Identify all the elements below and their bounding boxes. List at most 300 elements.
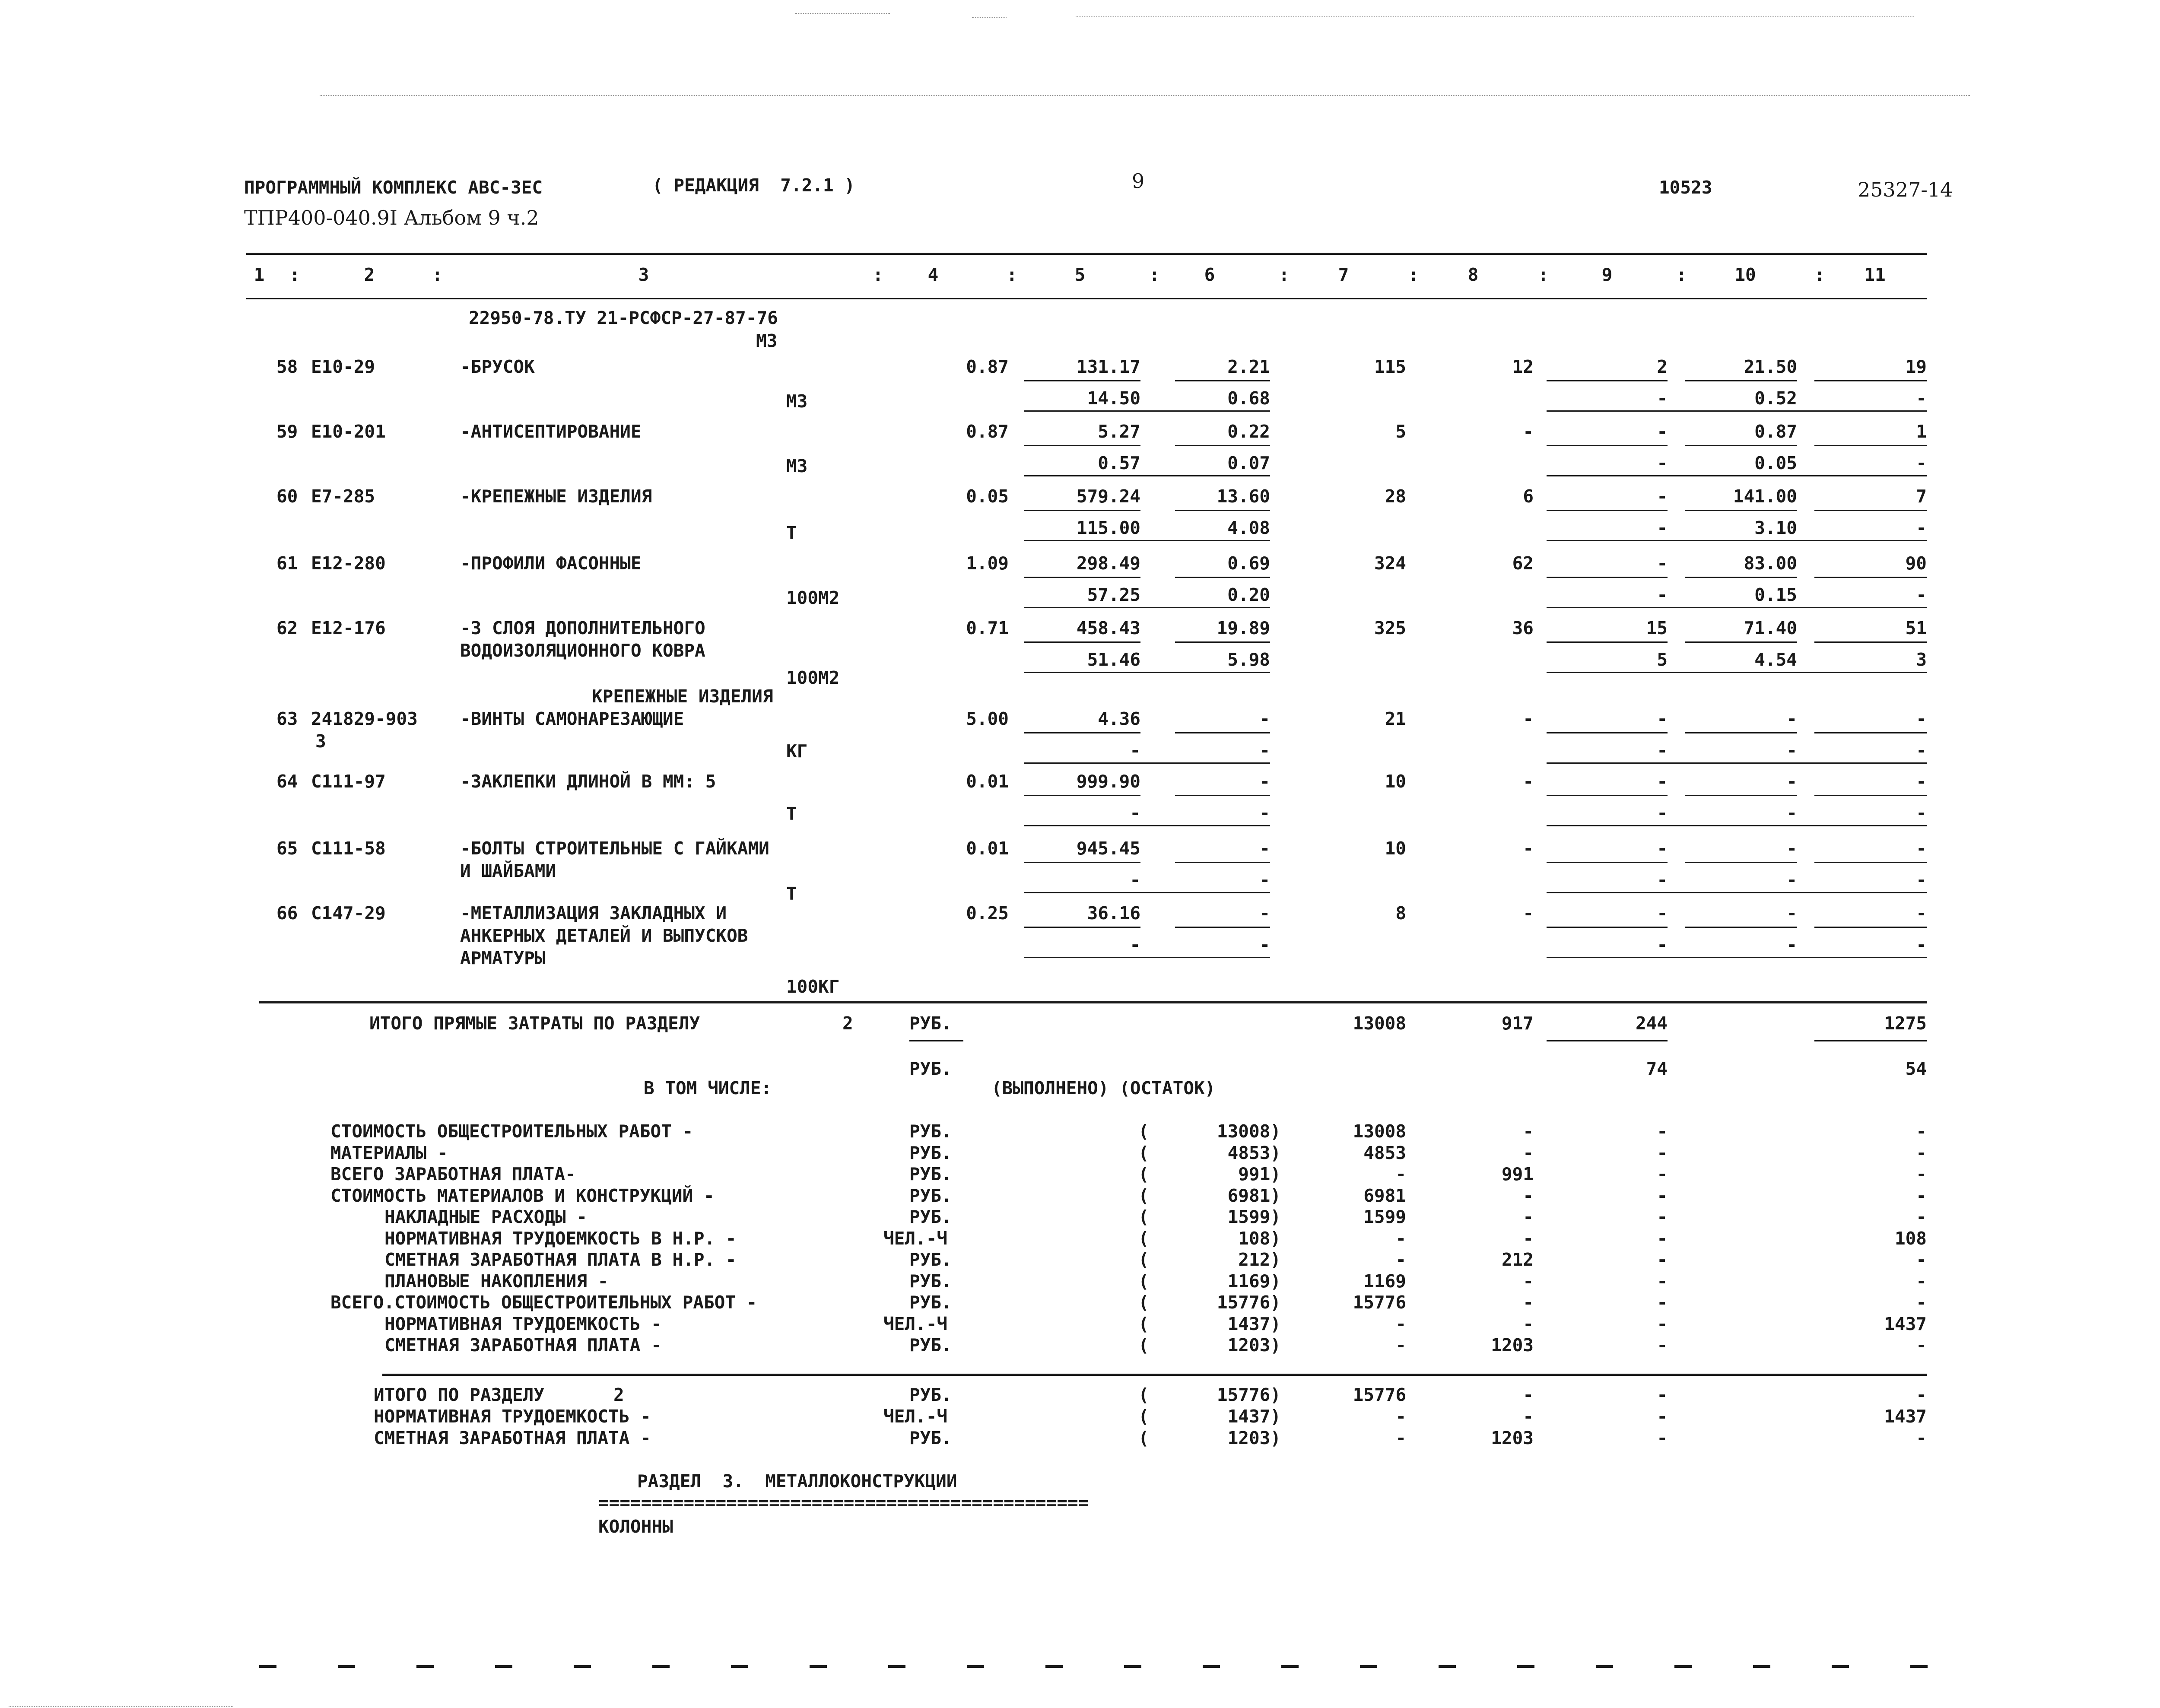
- value-col-9: -: [1657, 708, 1668, 729]
- breakdown-col-11: -: [1916, 1335, 1927, 1356]
- total-col-8: 917: [1501, 1013, 1534, 1034]
- subvalue-col-6: -: [1259, 740, 1270, 761]
- breakdown-label: СМЕТНАЯ ЗАРАБОТНАЯ ПЛАТА В Н.Р. -: [384, 1249, 737, 1270]
- subvalue-col-6: 0.20: [1227, 584, 1270, 605]
- cell-separator: [1685, 445, 1797, 446]
- spec-reference: 22950-78.ТУ 21-РСФСР-27-87-76: [469, 308, 778, 328]
- quantity: 0.25: [966, 903, 1009, 924]
- table-top-rule: [246, 253, 1927, 255]
- breakdown-col-7: -: [1395, 1249, 1406, 1270]
- column-header-7: 7: [1338, 264, 1349, 285]
- cell-separator: [1814, 927, 1927, 928]
- breakdown-col-9: -: [1657, 1164, 1668, 1184]
- breakdown-col-7: -: [1395, 1164, 1406, 1184]
- breakdown-col-8: -: [1523, 1206, 1534, 1227]
- rate-code: С147-29: [311, 903, 386, 924]
- quantity: 0.01: [966, 838, 1009, 859]
- subvalue-col-5: 57.25: [1087, 584, 1140, 605]
- item-name: -МЕТАЛЛИЗАЦИЯ ЗАКЛАДНЫХ И: [460, 903, 727, 924]
- breakdown-col-11: -: [1916, 1206, 1927, 1227]
- cell-separator: [1685, 380, 1797, 381]
- perforation-dash: [259, 1665, 276, 1668]
- subvalue-col-6: -: [1259, 803, 1270, 823]
- rate-code: Е7-285: [311, 486, 375, 507]
- subvalue-col-5: -: [1130, 934, 1140, 955]
- value-col-9: -: [1657, 553, 1668, 574]
- perforation-dash: [810, 1665, 827, 1668]
- subvalue-col-9: 5: [1657, 649, 1668, 670]
- subvalue-col-6: 0.68: [1227, 388, 1270, 409]
- breakdown-done-value: 15776): [1217, 1292, 1281, 1313]
- cell-separator: [1547, 927, 1668, 928]
- cell-separator: [1547, 577, 1668, 578]
- column-separator: :: [432, 264, 443, 285]
- cell-separator: [1814, 380, 1927, 381]
- perforation-dash: [1124, 1665, 1141, 1668]
- paren-open: (: [1138, 1406, 1149, 1427]
- breakdown-col-8: -: [1523, 1270, 1534, 1292]
- row-number: 59: [276, 421, 298, 442]
- value-col-6: 2.21: [1227, 356, 1270, 377]
- column-separator: :: [1676, 264, 1687, 285]
- unit-of-measure: Т: [786, 523, 797, 543]
- value-col-5: 458.43: [1076, 618, 1140, 638]
- column-separator: :: [1007, 264, 1017, 285]
- breakdown-done-value: 1203): [1227, 1335, 1281, 1356]
- item-name: И ШАЙБАМИ: [460, 860, 556, 881]
- value-col-9: 2: [1657, 356, 1668, 377]
- subvalue-col-11: -: [1916, 870, 1927, 890]
- cell-separator: [1547, 641, 1668, 643]
- program-title: ПРОГРАММНЫЙ КОМПЛЕКС АВС-ЗЕС: [244, 177, 543, 198]
- rate-code: Е12-280: [311, 553, 386, 574]
- section-total-col-7: -: [1395, 1406, 1406, 1427]
- column-header-9: 9: [1601, 264, 1613, 285]
- paren-open: (: [1138, 1270, 1149, 1292]
- quantity: 0.71: [966, 618, 1009, 638]
- subvalue-col-9: -: [1657, 803, 1668, 823]
- next-section-title: РАЗДЕЛ 3. МЕТАЛЛОКОНСТРУКЦИИ: [637, 1471, 957, 1492]
- value-col-7: 10: [1385, 771, 1406, 792]
- section-total-unit: РУБ.: [909, 1384, 952, 1405]
- subvalue-col-11: -: [1916, 453, 1927, 473]
- value-col-6: -: [1259, 771, 1270, 792]
- currency-unit: РУБ.: [909, 1013, 952, 1034]
- subvalue-col-9: -: [1657, 517, 1668, 538]
- section-rule: [259, 1001, 1927, 1003]
- perforation-dash: [1517, 1665, 1534, 1668]
- breakdown-label: НОРМАТИВНАЯ ТРУДОЕМКОСТЬ В Н.Р. -: [384, 1228, 737, 1249]
- value-col-10: 0.87: [1754, 421, 1797, 442]
- cell-separator: [1685, 510, 1797, 511]
- breakdown-label: МАТЕРИАЛЫ -: [330, 1142, 448, 1163]
- subvalue-col-10: -: [1786, 740, 1797, 761]
- column-separator: :: [1149, 264, 1160, 285]
- value-col-6: 13.60: [1217, 486, 1270, 507]
- section-number: 2: [842, 1013, 853, 1034]
- paren-open: (: [1138, 1185, 1149, 1206]
- breakdown-done-value: 13008): [1217, 1121, 1281, 1142]
- value-col-7: 5: [1395, 421, 1406, 442]
- value-col-11: 7: [1916, 486, 1927, 507]
- cell-separator: [1685, 795, 1797, 796]
- cell-separator: [1024, 825, 1270, 826]
- value-col-8: 6: [1523, 486, 1534, 507]
- cell-separator: [1024, 410, 1270, 412]
- perforation-dash: [652, 1665, 670, 1668]
- breakdown-unit: РУБ.: [909, 1185, 952, 1206]
- subvalue-col-11: -: [1916, 517, 1927, 538]
- breakdown-col-11: -: [1916, 1121, 1927, 1142]
- paren-open: (: [1138, 1384, 1149, 1405]
- cell-separator: [1547, 445, 1668, 446]
- breakdown-col-9: -: [1657, 1249, 1668, 1270]
- cell-separator: [1685, 641, 1797, 643]
- breakdown-label: СТОИМОСТЬ МАТЕРИАЛОВ И КОНСТРУКЦИЙ -: [330, 1185, 715, 1206]
- value-col-8: 12: [1512, 356, 1534, 377]
- subvalue-col-10: -: [1786, 803, 1797, 823]
- value-col-5: 4.36: [1098, 708, 1140, 729]
- column-separator: :: [873, 264, 883, 285]
- column-header-4: 4: [928, 264, 939, 285]
- doc-number: 25327-14: [1858, 178, 1953, 201]
- perforation-dash: [731, 1665, 748, 1668]
- value-col-10: 83.00: [1744, 553, 1797, 574]
- total-col-11: 1275: [1884, 1013, 1927, 1034]
- cell-separator: [1685, 862, 1797, 863]
- breakdown-col-8: -: [1523, 1185, 1534, 1206]
- next-section-subtitle: КОЛОННЫ: [598, 1516, 673, 1537]
- cell-separator: [1814, 1040, 1927, 1041]
- including-label: В ТОМ ЧИСЛЕ:: [644, 1078, 772, 1098]
- subvalue-col-11: -: [1916, 584, 1927, 605]
- value-col-11: -: [1916, 708, 1927, 729]
- cell-separator: [1024, 641, 1140, 643]
- value-col-9: -: [1657, 771, 1668, 792]
- perforation-dash: [338, 1665, 355, 1668]
- breakdown-col-8: 991: [1501, 1164, 1534, 1184]
- column-header-3: 3: [638, 264, 649, 285]
- breakdown-done-value: 108): [1238, 1228, 1281, 1249]
- cell-separator: [1024, 927, 1140, 928]
- paren-open: (: [1138, 1428, 1149, 1448]
- cell-separator: [1814, 577, 1927, 578]
- cell-separator: [1814, 795, 1927, 796]
- total-col-7: 13008: [1353, 1013, 1406, 1034]
- cell-separator: [1547, 892, 1927, 893]
- column-header-10: 10: [1734, 264, 1756, 285]
- unit-of-measure: 100М2: [786, 587, 840, 608]
- unit-of-measure: 100М2: [786, 667, 840, 688]
- cell-separator: [1024, 957, 1270, 958]
- total-direct-label: ИТОГО ПРЯМЫЕ ЗАТРАТЫ ПО РАЗДЕЛУ: [369, 1013, 700, 1034]
- column-header-5: 5: [1074, 264, 1086, 285]
- item-name: -ЗАКЛЕПКИ ДЛИНОЙ В ММ: 5: [460, 771, 716, 792]
- value-col-10: -: [1786, 838, 1797, 859]
- row-number: 58: [276, 356, 298, 377]
- section-total-done: 15776): [1217, 1384, 1281, 1405]
- subvalue-col-10: -: [1786, 934, 1797, 955]
- value-col-11: -: [1916, 903, 1927, 924]
- value-col-10: -: [1786, 771, 1797, 792]
- item-name: АНКЕРНЫХ ДЕТАЛЕЙ И ВЫПУСКОВ: [460, 925, 748, 946]
- value-col-7: 21: [1385, 708, 1406, 729]
- value-col-6: 19.89: [1217, 618, 1270, 638]
- cell-separator: [1024, 732, 1140, 733]
- unit-of-measure: М3: [786, 456, 808, 476]
- unit-label: М3: [756, 330, 778, 351]
- breakdown-col-7: 1599: [1363, 1206, 1406, 1227]
- breakdown-col-7: -: [1395, 1313, 1406, 1334]
- subvalue-col-9: -: [1657, 870, 1668, 890]
- totals-rule: [382, 1374, 1927, 1376]
- section-total-done: 1203): [1227, 1428, 1281, 1448]
- value-col-9: -: [1657, 421, 1668, 442]
- subvalue-col-10: 4.54: [1754, 649, 1797, 670]
- cell-separator: [1175, 732, 1270, 733]
- breakdown-col-9: -: [1657, 1121, 1668, 1142]
- unit-of-measure: КГ: [786, 741, 808, 762]
- value-col-5: 945.45: [1076, 838, 1140, 859]
- value-col-9: -: [1657, 486, 1668, 507]
- cell-separator: [1814, 862, 1927, 863]
- breakdown-label: СМЕТНАЯ ЗАРАБОТНАЯ ПЛАТА -: [384, 1335, 662, 1356]
- breakdown-unit: РУБ.: [909, 1164, 952, 1184]
- value-col-9: -: [1657, 903, 1668, 924]
- breakdown-unit: РУБ.: [909, 1142, 952, 1163]
- subvalue-col-11: -: [1916, 740, 1927, 761]
- breakdown-col-11: -: [1916, 1142, 1927, 1163]
- subvalue-col-5: 0.57: [1098, 453, 1140, 473]
- value-col-8: -: [1523, 421, 1534, 442]
- row-number: 61: [276, 553, 298, 574]
- cell-separator: [1685, 577, 1797, 578]
- cell-separator: [1024, 577, 1140, 578]
- breakdown-label: НОРМАТИВНАЯ ТРУДОЕМКОСТЬ -: [384, 1313, 662, 1334]
- subvalue-col-9: -: [1657, 388, 1668, 409]
- subvalue-col-6: -: [1259, 870, 1270, 890]
- breakdown-label: СТОИМОСТЬ ОБЩЕСТРОИТЕЛЬНЫХ РАБОТ -: [330, 1121, 693, 1142]
- breakdown-done-value: 991): [1238, 1164, 1281, 1184]
- breakdown-col-7: 15776: [1353, 1292, 1406, 1313]
- breakdown-done-value: 1437): [1227, 1313, 1281, 1334]
- value-col-6: 0.22: [1227, 421, 1270, 442]
- value-col-10: 71.40: [1744, 618, 1797, 638]
- item-name: -3 СЛОЯ ДОПОЛНИТЕЛЬНОГО: [460, 618, 705, 638]
- section-total-col-8: -: [1523, 1406, 1534, 1427]
- perforation-dash: [1596, 1665, 1613, 1668]
- item-name: -ПРОФИЛИ ФАСОННЫЕ: [460, 553, 642, 574]
- cell-separator: [1024, 380, 1140, 381]
- rate-code-suffix: 3: [315, 731, 326, 752]
- breakdown-done-value: 1599): [1227, 1206, 1281, 1227]
- edition-label: ( РЕДАКЦИЯ 7.2.1 ): [652, 175, 855, 196]
- section-total-label: НОРМАТИВНАЯ ТРУДОЕМКОСТЬ -: [374, 1406, 651, 1427]
- cell-separator: [1685, 927, 1797, 928]
- breakdown-label: ВСЕГО ЗАРАБОТНАЯ ПЛАТА-: [330, 1164, 576, 1184]
- breakdown-unit: РУБ.: [909, 1121, 952, 1142]
- cell-separator: [1175, 510, 1270, 511]
- perforation-dash: [1203, 1665, 1220, 1668]
- row-number: 64: [276, 771, 298, 792]
- value-col-6: -: [1259, 838, 1270, 859]
- section-total-unit: РУБ.: [909, 1428, 952, 1448]
- column-header-1: 1: [254, 264, 265, 285]
- column-separator: :: [1538, 264, 1549, 285]
- perforation-dash: [1753, 1665, 1770, 1668]
- value-col-8: 62: [1512, 553, 1534, 574]
- quantity: 0.01: [966, 771, 1009, 792]
- breakdown-unit: РУБ.: [909, 1335, 952, 1356]
- breakdown-col-7: 6981: [1363, 1185, 1406, 1206]
- rate-code: С111-58: [311, 838, 386, 859]
- cell-separator: [1175, 927, 1270, 928]
- breakdown-col-9: -: [1657, 1228, 1668, 1249]
- subvalue-col-11: -: [1916, 803, 1927, 823]
- cell-separator: [1547, 410, 1927, 412]
- perforation-dash: [1360, 1665, 1377, 1668]
- value-col-5: 298.49: [1076, 553, 1140, 574]
- row-number: 65: [276, 838, 298, 859]
- breakdown-col-9: -: [1657, 1270, 1668, 1292]
- value-col-11: 1: [1916, 421, 1927, 442]
- row-number: 60: [276, 486, 298, 507]
- breakdown-label: ПЛАНОВЫЕ НАКОПЛЕНИЯ -: [384, 1270, 609, 1292]
- breakdown-done-value: 212): [1238, 1249, 1281, 1270]
- breakdown-label: ВСЕГО.СТОИМОСТЬ ОБЩЕСТРОИТЕЛЬНЫХ РАБОТ -: [330, 1292, 757, 1313]
- subvalue-col-9: -: [1657, 453, 1668, 473]
- value-col-10: -: [1786, 903, 1797, 924]
- section-total-col-11: -: [1916, 1428, 1927, 1448]
- paren-open: (: [1138, 1142, 1149, 1163]
- unit-of-measure: М3: [786, 391, 808, 412]
- value-col-5: 5.27: [1098, 421, 1140, 442]
- paren-open: (: [1138, 1121, 1149, 1142]
- section-total-col-11: -: [1916, 1384, 1927, 1405]
- cell-separator: [1547, 1040, 1668, 1041]
- column-separator: :: [1279, 264, 1290, 285]
- album-title: ТПР400-040.9I Альбом 9 ч.2: [244, 206, 539, 229]
- cell-separator: [1024, 540, 1270, 541]
- cell-separator: [1175, 641, 1270, 643]
- breakdown-col-11: -: [1916, 1185, 1927, 1206]
- breakdown-col-11: -: [1916, 1164, 1927, 1184]
- subvalue-col-5: -: [1130, 803, 1140, 823]
- perforation-dash: [574, 1665, 591, 1668]
- section-total-col-9: -: [1657, 1428, 1668, 1448]
- cell-separator: [1814, 641, 1927, 643]
- scan-artifact: [1076, 16, 1914, 17]
- item-name: -АНТИСЕПТИРОВАНИЕ: [460, 421, 642, 442]
- row-number: 66: [276, 903, 298, 924]
- paren-open: (: [1138, 1164, 1149, 1184]
- subvalue-col-10: -: [1786, 870, 1797, 890]
- item-name: ВОДОИЗОЛЯЦИОННОГО КОВРА: [460, 640, 705, 661]
- value-col-7: 10: [1385, 838, 1406, 859]
- perforation-dash: [888, 1665, 905, 1668]
- subvalue-col-10: 0.15: [1754, 584, 1797, 605]
- value-col-9: 15: [1646, 618, 1668, 638]
- breakdown-unit: ЧЕЛ.-Ч: [883, 1313, 948, 1334]
- rate-code: 241829-903: [311, 708, 418, 729]
- subvalue-col-5: -: [1130, 740, 1140, 761]
- cell-separator: [1547, 510, 1668, 511]
- section-total-done: 1437): [1227, 1406, 1281, 1427]
- breakdown-col-9: -: [1657, 1206, 1668, 1227]
- breakdown-col-8: -: [1523, 1142, 1534, 1163]
- value-col-11: 90: [1905, 553, 1927, 574]
- cell-separator: [1175, 862, 1270, 863]
- cell-separator: [1024, 445, 1140, 446]
- subvalue-col-11: 3: [1916, 649, 1927, 670]
- unit-of-measure: 100КГ: [786, 976, 840, 997]
- cell-separator: [1547, 795, 1668, 796]
- quantity: 0.05: [966, 486, 1009, 507]
- value-col-6: -: [1259, 708, 1270, 729]
- value-col-8: -: [1523, 771, 1534, 792]
- breakdown-unit: РУБ.: [909, 1270, 952, 1292]
- value-col-9: -: [1657, 838, 1668, 859]
- cell-separator: [1547, 672, 1927, 673]
- subvalue-col-10: 0.52: [1754, 388, 1797, 409]
- subvalue-col-10: 0.05: [1754, 453, 1797, 473]
- breakdown-col-7: 4853: [1363, 1142, 1406, 1163]
- currency-unit: РУБ.: [909, 1058, 952, 1079]
- section-total-col-8: 1203: [1491, 1428, 1534, 1448]
- cell-separator: [909, 1040, 963, 1041]
- scan-artifact: [9, 1706, 233, 1707]
- cell-separator: [1024, 475, 1270, 476]
- cell-separator: [1547, 762, 1927, 764]
- breakdown-col-11: -: [1916, 1292, 1927, 1313]
- perforation-dash: [1045, 1665, 1063, 1668]
- quantity: 5.00: [966, 708, 1009, 729]
- breakdown-col-7: 1169: [1363, 1270, 1406, 1292]
- subvalue-col-11: -: [1916, 934, 1927, 955]
- rate-code: Е10-29: [311, 356, 375, 377]
- breakdown-col-9: -: [1657, 1185, 1668, 1206]
- value-col-8: -: [1523, 708, 1534, 729]
- rate-code: Е10-201: [311, 421, 386, 442]
- value-col-6: -: [1259, 903, 1270, 924]
- unit-of-measure: Т: [786, 803, 797, 824]
- breakdown-done-value: 1169): [1227, 1270, 1281, 1292]
- paren-open: (: [1138, 1249, 1149, 1270]
- subvalue-col-9: -: [1657, 584, 1668, 605]
- cell-separator: [1547, 607, 1927, 608]
- breakdown-unit: РУБ.: [909, 1206, 952, 1227]
- section-total-col-7: -: [1395, 1428, 1406, 1448]
- breakdown-done-value: 6981): [1227, 1185, 1281, 1206]
- value-col-8: -: [1523, 838, 1534, 859]
- value-col-11: 51: [1905, 618, 1927, 638]
- section-total-col-7: 15776: [1353, 1384, 1406, 1405]
- cell-separator: [1547, 540, 1927, 541]
- value-col-8: 36: [1512, 618, 1534, 638]
- header-bottom-rule: [246, 298, 1927, 299]
- row-number: 63: [276, 708, 298, 729]
- cell-separator: [1024, 862, 1140, 863]
- value-col-7: 325: [1374, 618, 1406, 638]
- cell-separator: [1024, 607, 1270, 608]
- value-col-11: -: [1916, 771, 1927, 792]
- rate-code: Е12-176: [311, 618, 386, 638]
- row-number: 62: [276, 618, 298, 638]
- perforation-dash: [416, 1665, 434, 1668]
- breakdown-col-8: -: [1523, 1313, 1534, 1334]
- subvalue-col-6: 4.08: [1227, 517, 1270, 538]
- subvalue-col-9: -: [1657, 740, 1668, 761]
